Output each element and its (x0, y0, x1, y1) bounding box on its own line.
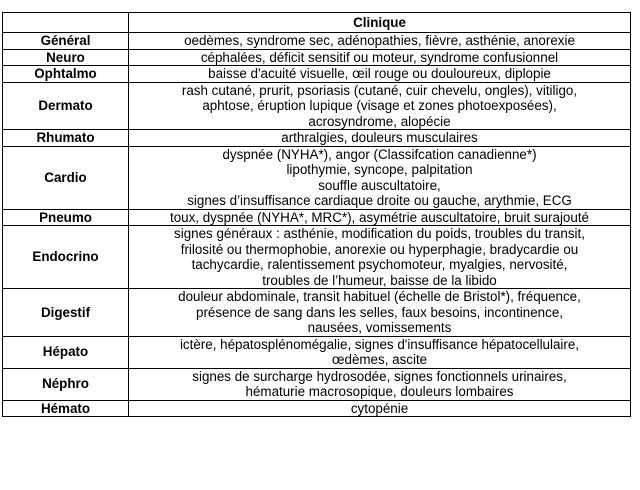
system-cell: Endocrino (3, 226, 129, 289)
system-cell: Hépato (3, 336, 129, 368)
clinique-line: acrosyndrome, alopécie (308, 113, 451, 129)
system-cell: Hémato (3, 400, 129, 417)
clinique-line: signes d’insuffisance cardiaque droite ou gauche, arythmie, ECG (187, 193, 572, 208)
clinique-line: présence de sang dans les selles, faux besoins, incontinence, (196, 304, 563, 320)
clinique-line: douleur abdominale, transit habituel (échelle de Bristol*), fréquence, (178, 289, 581, 304)
clinique-cell (129, 289, 631, 337)
clinique-line: signes généraux : asthénie, modification du poids, troubles du transit, (174, 226, 585, 241)
clinique-cell (129, 209, 631, 226)
clinique-cell (129, 82, 631, 130)
clinique-line: hématurie macrosopique, douleurs lombaires (245, 384, 514, 399)
clinique-line: souffle auscultatoire, (318, 177, 441, 193)
table-row (3, 289, 631, 337)
system-cell: Cardio (3, 146, 129, 209)
table-row (3, 400, 631, 417)
clinique-cell (129, 336, 631, 368)
system-cell: Général (3, 33, 129, 50)
clinique-line: dyspnée (NYHA*), angor (Classifcation canadienne*) (222, 146, 537, 162)
clinique-cell (129, 146, 631, 209)
clinique-cell (129, 400, 631, 417)
clinique-line: ictère, hépatosplénomégalie, signes d'insuffisance hépatocellulaire, (179, 336, 580, 352)
clinique-cell (129, 49, 631, 66)
header-clinique: Clinique (129, 13, 631, 33)
clinique-line: frilosité ou thermophobie, anorexie ou hyperphagie, bradycardie ou (180, 241, 579, 257)
clinique-line: œdèmes, ascite (331, 352, 428, 367)
system-cell: Pneumo (3, 209, 129, 226)
table-row (3, 82, 631, 130)
table-row (3, 130, 631, 147)
system-cell: Rhumato (3, 130, 129, 147)
clinique-cell (129, 226, 631, 289)
clinique-line: nausées, vomissements (307, 320, 452, 335)
clinique-cell (129, 368, 631, 400)
table-row (3, 368, 631, 400)
clinique-line: tachycardie, ralentissement psychomoteur, myalgies, nervosité, (191, 257, 568, 272)
system-cell: Néphro (3, 368, 129, 400)
table-row (3, 33, 631, 50)
header-row (3, 13, 631, 33)
clinique-cell (129, 130, 631, 147)
clinique-cell (129, 33, 631, 50)
clinical-signs-table (2, 12, 631, 417)
clinique-line: toux, dyspnée (NYHA*, MRC*), asymétrie auscultatoire, bruit surajouté (169, 209, 589, 225)
table-body (3, 33, 631, 417)
system-cell: Digestif (3, 289, 129, 337)
clinique-line: signes de surcharge hydrosodée, signes fonctionnels urinaires, (192, 368, 567, 384)
table-row (3, 336, 631, 368)
table-row (3, 66, 631, 83)
clinique-line: cytopénie (350, 400, 409, 416)
clinique-line: céphalées, déficit sensitif ou moteur, syndrome confusionnel (200, 49, 559, 65)
clinique-line: aphtose, éruption lupique (visage et zones photoexposées), (202, 98, 557, 113)
clinique-line: arthralgies, douleurs musculaires (281, 130, 478, 145)
clinique-line: baisse d'acuité visuelle, œil rouge ou douloureux, diplopie (208, 66, 551, 81)
clinique-line: oedèmes, syndrome sec, adénopathies, fièvre, asthénie, anorexie (184, 33, 575, 48)
table-row (3, 226, 631, 289)
table-row (3, 146, 631, 209)
system-cell: Dermato (3, 82, 129, 130)
table-row (3, 49, 631, 66)
system-cell: Neuro (3, 49, 129, 66)
clinique-cell (129, 66, 631, 83)
clinique-line: rash cutané, prurit, psoriasis (cutané, cuir chevelu, ongles), vitiligo, (181, 82, 578, 98)
header-corner-cell (3, 13, 129, 33)
clinique-line: troubles de l’humeur, baisse de la libido (262, 272, 497, 288)
clinique-line: lipothymie, syncope, palpitation (286, 162, 473, 177)
system-cell: Ophtalmo (3, 66, 129, 83)
table-row (3, 209, 631, 226)
